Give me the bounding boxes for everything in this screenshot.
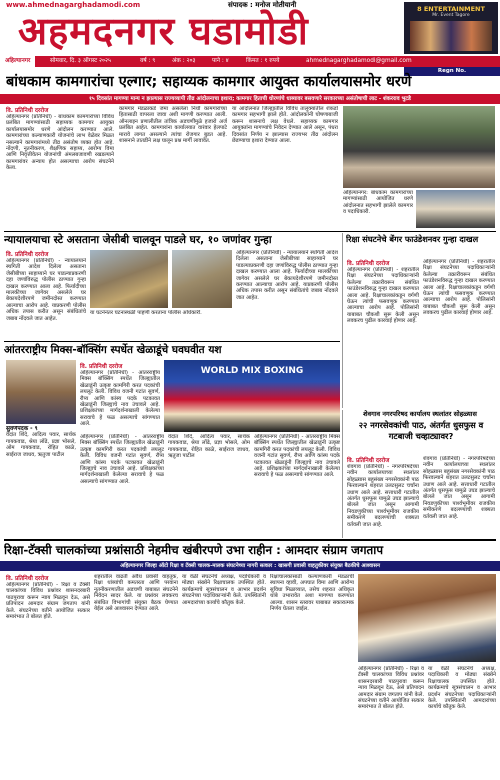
boxing-body-col2: अहिल्यानगर (प्रतिनिधी) - आंतरराष्ट्रीय मिक्स बॉक्सिंग स्पर्धेत जिल्ह्यातील खेळाडूंनी उत्कृष्ट कामगिरी करत पदकांची लयलूट केली. विविध वजनी गटांत सुवर्ण, रौप्य आणि कांस्य पदके पटकावत खेळाडूंनी जिल्ह्याचे नाव उंचावले आहे. प्रशिक्षकांच्या मार्गदर्शनाखाली केलेल्या सरावाचे हे फळ असल्याचे सांगण्यात आले. [80,434,164,485]
editor-label: संपादक : मनोज मोतीयानी [228,1,297,9]
newspaper-title: अहमदनगर घडामोडी [18,8,309,53]
issue-year: वर्ष : ९ [140,58,156,64]
rickshaw-body-col2: अहिल्यानगर (प्रतिनिधी) - शहरातील रिक्षा संघटनेच्या पदाधिकाऱ्यांनी केलेल्या तक्रारीवरून संबंधित फाउंडेशनविरुद्ध गुन्हा दाखल करण्यात आला आहे. रिक्षाचालकांकडून वर्गणी घेऊन त्यांची फसवणूक करण्यात आल्याचा आरोप आहे. पोलिसांनी याबाबत चौकशी सुरू केली असून लवकरच पुढील कारवाई होणार आहे. [423,259,495,317]
lead-subhead: १५ दिवसांत मागण्या मान्य न झाल्यास राज्यव्यापी तीव्र आंदोलनाचा इशारा; कामगार हिताची धोरणांचे धाब्यावर बसवणारे सरकारच्या असंतोषाची लाट - शंकरराव भुटडे [0,94,500,104]
rickshaw-headline[interactable]: रिक्षा संघटनेचे बेंगर फाउंडेशनवर गुन्हा दाखल [346,234,479,244]
issue-number: अंक : २०३ [172,58,196,64]
shevgaon-byline: वि. प्रतिनिधी दररोज [347,458,390,464]
bottom-body-col6: या वेळी संघटनेचे अध्यक्ष, पदाधिकारी व मोठ्या संख्येने रिक्षाचालक उपस्थित होते. कार्यक्रमाचे सूत्रसंचालन व आभार प्रदर्शन संघटनेच्या पदाधिकाऱ्यांनी केले. उपस्थितांनी आमदारांच्या कार्याचे कौतुक केले. [428,666,496,711]
divider-3 [4,539,496,541]
bottom-body-col3: या वेळी संघटनेचे अध्यक्ष, पदाधिकारी व मोठ्या संख्येने रिक्षाचालक उपस्थित होते. कार्यक्रमाचे सूत्रसंचालन व आभार प्रदर्शन संघटनेच्या पदाधिकाऱ्यांनी केले. उपस्थितांनी आमदारांच्या कार्याचे कौतुक केले. [182,574,266,606]
contact-email[interactable]: ahmednagarghadamodi@gmail.com [306,58,412,64]
shevgaon-body: शेवगाव (प्रतिनिधी) - नगरपरिषदेच्या नवीन कार्यालयाच्या स्थलांतर सोहळ्यास बहुसंख्य नगरसेवकांनी पाठ फिरवल्याने शहरात उलटसुलट चर्चांना उधाण आले आहे. सत्ताधारी गटातील अंतर्गत धुसफूस यामुळे उघड झाल्याचे बोलले जात असून आगामी निवडणुकीच्या पार्श्वभूमीवर राजकीय समीकरणे बदलण्याची शक्यता वर्तवली जात आहे. [347,464,419,528]
ad-subtitle: Mr. Event Tagore [432,13,470,18]
shevgaon-box [342,410,497,538]
info-bar [0,56,500,67]
rickshaw-body: अहिल्यानगर (प्रतिनिधी) - शहरातील रिक्षा संघटनेच्या पदाधिकाऱ्यांनी केलेल्या तक्रारीवरून संबंधित फाउंडेशनविरुद्ध गुन्हा दाखल करण्यात आला आहे. रिक्षाचालकांकडून वर्गणी घेऊन त्यांची फसवणूक करण्यात आल्याचा आरोप आहे. पोलिसांनी याबाबत चौकशी सुरू केली असून लवकरच पुढील कारवाई होणार आहे. [347,267,419,325]
boxing-photo[interactable] [6,360,76,424]
bottom-photo[interactable] [358,574,496,662]
boxing-body: अहिल्यानगर (प्रतिनिधी) - आंतरराष्ट्रीय मिक्स बॉक्सिंग स्पर्धेत जिल्ह्यातील खेळाडूंनी उत्कृष्ट कामगिरी करत पदकांची लयलूट केली. विविध वजनी गटांत सुवर्ण, रौप्य आणि कांस्य पदके पटकावत खेळाडूंनी जिल्ह्याचे नाव उंचावले आहे. प्रशिक्षकांच्या मार्गदर्शनाखाली केलेल्या सरावाचे हे फळ असल्याचे सांगण्यात आले. [80,370,160,428]
ad-title: 8 ENTERTAINMENT [417,5,485,13]
boxing-team-photo[interactable] [164,360,340,432]
lead-photo-caption: अहिल्यानगर: बांधकाम कामगारांच्या मागण्यांसाठी आयोजित धरणे आंदोलनात सहभागी झालेले कामगार व पदाधिकारी. [343,190,413,216]
divider [4,231,496,232]
entertainment-ad[interactable] [404,2,498,54]
lead-photo-2[interactable] [416,190,495,228]
boxing-list-title: सुवर्णपदक - ९ [6,426,38,432]
bottom-body-col5: अहिल्यानगर (प्रतिनिधी) - रिक्षा व टॅक्सी चालकांच्या विविध प्रश्नांवर शासनदरबारी पाठपुरावा करून न्याय मिळवून देऊ, असे प्रतिपादन आमदार संग्राम जगताप यांनी केले. संघटनेच्या वतीने आयोजित सत्कार समारंभात ते बोलत होते. [358,666,424,711]
lead-body-col1: अहिल्यानगर (प्रतिनिधी) - बांधकाम कामगारांच्या विविध प्रलंबित मागण्यांसाठी सहाय्यक कामगार आयुक्त कार्यालयासमोर धरणे आंदोलन करण्यात आले. कामगारांच्या कल्याणकारी योजनांचे लाभ वेळेवर मिळत नसल्याने कामगारांमध्ये तीव्र असंतोष व्यक्त होत आहे. नोंदणी, नूतनीकरण, शैक्षणिक सहाय्य, आरोग्य विमा आणि निवृत्तीवेतन योजनांची अंमलबजावणी रखडल्याने कामगारांवर अन्याय होत असल्याचा आरोप संघटनेने केला. [6,114,114,172]
boxing-list-body: वेदांत शिंदे, आदित्य पवार, सार्थक गायकवाड, श्रेया लोंढे, प्रज्ञा भोसले, ओम गायकवाड, रोहित काळे, साईराज जाधव, ऋतुजा पाटील [6,432,76,458]
bottom-headline[interactable]: रिक्षा-टॅक्सी चालकांच्या प्रश्नांसाठी नेहमीच खंबीरपणे उभा राहीन : आमदार संग्राम जगताप [4,543,384,557]
website-url[interactable]: www.ahmednagarghadamodi.com [6,1,141,9]
bottom-byline: वि. प्रतिनिधी दररोज [6,576,49,582]
court-stay-caption: या घटनेनंतर घटनास्थळी पाहणी करताना पोलीस अधिकारी. [90,310,202,316]
bottom-subhead: अहिल्यानगर जिल्हा ऑटो रिक्षा व टॅक्सी चालक-मालक संघटनेच्या नागरी सत्कार : खासगी प्रवासी वाहतुकीवर संयुक्त बैठकीचे आश्वासन [0,561,500,571]
shevgaon-kicker: शेवगाव नगरपरिषद कार्यालय स्थलांतर सोहळ्यास [363,410,477,418]
issue-price: किंमत : १ रुपये [246,58,280,64]
boxing-medal-list [6,426,76,536]
lead-headline[interactable]: बांधकाम कामगारांचा एल्गार; सहाय्यक कामगार आयुक्त कार्यालयासमोर धरणे [6,74,412,90]
boxing-byline: वि. प्रतिनिधी दररोज [80,364,123,370]
shevgaon-headline[interactable]: २२ नगरसेवकांची पाठ, अंतर्गत धुसफुस व गटबाजी चव्हाट्यावर? [358,420,484,441]
boxing-banner-text: WORLD MIX BOXING [200,366,304,376]
court-stay-byline: वि. प्रतिनिधी दररोज [6,252,49,258]
court-stay-body: अहिल्यानगर (प्रतिनिधी) - न्यायालयाने स्थगिती आदेश दिलेला असताना जेसीबीच्या साहाय्याने घर पाडल्याप्रकरणी दहा जणांविरुद्ध पोलीस ठाण्यात गुन्हा दाखल करण्यात आला आहे. फिर्यादीच्या मालकीच्या जागेवर असलेले घर बेकायदेशीरपणे जमीनदोस्त करण्यात आल्याचा आरोप आहे. याप्रकरणी पोलीस अधिक तपास करीत असून संबंधितांचे जबाब नोंदवले जात आहेत. [6,258,86,322]
rickshaw-box [342,233,497,408]
boxing-body-col3: वेदांत शिंदे, आदित्य पवार, सार्थक गायकवाड, श्रेया लोंढे, प्रज्ञा भोसले, ओम गायकवाड, रोहित काळे, साईराज जाधव, ऋतुजा पाटील [168,434,250,460]
lead-byline: वि. प्रतिनिधी दररोज [6,108,49,114]
court-stay-photo[interactable] [90,250,168,308]
ad-photo [410,21,492,51]
boxing-body-col4: अहिल्यानगर (प्रतिनिधी) - आंतरराष्ट्रीय मिक्स बॉक्सिंग स्पर्धेत जिल्ह्यातील खेळाडूंनी उत्कृष्ट कामगिरी करत पदकांची लयलूट केली. विविध वजनी गटांत सुवर्ण, रौप्य आणि कांस्य पदके पटकावत खेळाडूंनी जिल्ह्याचे नाव उंचावले आहे. प्रशिक्षकांच्या मार्गदर्शनाखाली केलेल्या सरावाचे हे फळ असल्याचे सांगण्यात आले. [254,434,340,479]
court-stay-photo-2[interactable] [172,250,232,308]
lead-photo[interactable] [343,106,495,188]
registration-number: Regn No. MAHMAR/2017/75309 [404,67,500,76]
edition-label: अहिल्यानगर [0,56,35,67]
lead-body-col2: कामगार मंडळाकडे जमा असलेला निधी कामगारांच्या हितासाठी वापरला जावा अशी मागणी करण्यात आली. ऑनलाइन प्रणालीतील तांत्रिक अडचणींमुळे हजारो अर्ज प्रलंबित आहेत. कामगारांना कार्यालयात वारंवार हेलपाटे मारावे लागत असल्याने त्यांचा रोजगार बुडत आहे. शासनाने तातडीने लक्ष घालून प्रश्न मार्गी लावावेत. [119,106,227,145]
bottom-body-col1: अहिल्यानगर (प्रतिनिधी) - रिक्षा व टॅक्सी चालकांच्या विविध प्रश्नांवर शासनदरबारी पाठपुरावा करून न्याय मिळवून देऊ, असे प्रतिपादन आमदार संग्राम जगताप यांनी केले. संघटनेच्या वतीने आयोजित सत्कार समारंभात ते बोलत होते. [6,582,90,621]
shevgaon-body-col2: शेवगाव (प्रतिनिधी) - नगरपरिषदेच्या नवीन कार्यालयाच्या स्थलांतर सोहळ्यास बहुसंख्य नगरसेवकांनी पाठ फिरवल्याने शहरात उलटसुलट चर्चांना उधाण आले आहे. सत्ताधारी गटातील अंतर्गत धुसफूस यामुळे उघड झाल्याचे बोलले जात असून आगामी निवडणुकीच्या पार्श्वभूमीवर राजकीय समीकरणे बदलण्याची शक्यता वर्तवली जात आहे. [423,456,495,520]
court-stay-headline[interactable]: न्यायालयाचा स्टे असताना जेसीबी चालवून पाडले घर, १० जणांवर गुन्हा [4,234,272,246]
issue-pages: पाने : ४ [212,58,229,64]
divider-2 [4,341,340,342]
masthead [0,0,500,56]
rickshaw-byline: वि. प्रतिनिधी दररोज [347,261,390,267]
bottom-body-col4: रिक्षाचालकांसाठी कल्याणकारी मंडळाची स्थापना व्हावी, अपघात विमा आणि आरोग्य सुविधा मिळाव्यात, तसेच शहरात अधिकृत थांबे उभारावेत अशा मागण्या करण्यात आल्या. शासन स्तरावर याबाबत सकारात्मक निर्णय घेतला जाईल. [270,574,354,613]
bottom-body-col2: शहरातील वाढती अवैध प्रवासी वाहतूक, रिक्षा थांब्यांची कमतरता आणि परवाना नूतनीकरणातील अडचणी याबाबत संघटनेने निवेदन सादर केले. या प्रश्नांवर लवकरच संबंधित विभागांची संयुक्त बैठक घेण्यात येईल असे आश्वासन देण्यात आले. [94,574,178,613]
lead-body-col3: या आंदोलनात जिल्ह्यातील विविध तालुक्यांतील शेकडो कामगार सहभागी झाले होते. आंदोलकांनी घोषणाबाजी करून शासनाचे लक्ष वेधले. सहाय्यक कामगार आयुक्तांना मागण्यांचे निवेदन देण्यात आले असून, पंधरा दिवसांत निर्णय न झाल्यास राज्यभर तीव्र आंदोलन छेडण्याचा इशारा देण्यात आला. [232,106,338,145]
boxing-headline[interactable]: आंतरराष्ट्रीय मिक्स-बॉक्सिंग स्पर्धेत खेळाडूंचे घवघवीत यश [4,344,222,356]
issue-date: सोमवार, दि. ३ ऑगस्ट २०२५ [50,58,112,64]
court-stay-body-col3: अहिल्यानगर (प्रतिनिधी) - न्यायालयाने स्थगिती आदेश दिलेला असताना जेसीबीच्या साहाय्याने घर पाडल्याप्रकरणी दहा जणांविरुद्ध पोलीस ठाण्यात गुन्हा दाखल करण्यात आला आहे. फिर्यादीच्या मालकीच्या जागेवर असलेले घर बेकायदेशीरपणे जमीनदोस्त करण्यात आल्याचा आरोप आहे. याप्रकरणी पोलीस अधिक तपास करीत असून संबंधितांचे जबाब नोंदवले जात आहेत. [236,250,338,301]
